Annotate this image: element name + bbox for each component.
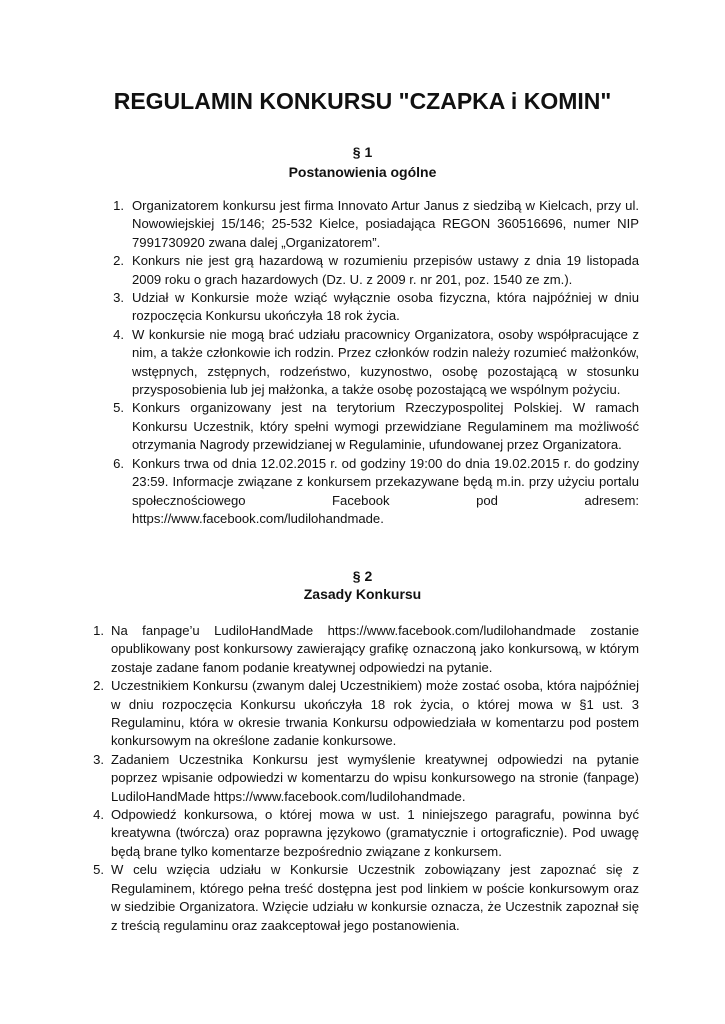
list-item-text: Konkurs nie jest grą hazardową w rozumieniu przepisów ustawy z dnia 19 listopada 2009 roku o grach hazardowych (Dz. U. z 2009 r. nr 201, poz. 1540 ze zm.).: [132, 253, 639, 287]
list-item-number: 5.: [113, 400, 124, 416]
section-1-number: § 1: [352, 144, 373, 160]
list-item: [107, 455, 639, 529]
list-item: [87, 861, 639, 935]
list-item: [107, 197, 639, 252]
list-item-text: Konkurs organizowany jest na terytorium Rzeczypospolitej Polskiej. W ramach Konkursu Uczestnik, który spełni wymogi przewidziane Regulaminem ma możliwość otrzymania Nagrody przewidzianej w Regulaminie, ufundowanej przez Organizatora.: [132, 400, 639, 453]
list-item-text: W konkursie nie mogą brać udziału pracownicy Organizatora, osoby współpracujące z nim, a także członkowie ich rodzin. Przez członków rodzin należy rozumieć małżonków, wstępnych, zstępnych, rodzeństwo, kuzynostwo, osobę pozostającą w stosunku przysposobienia lub jej małżonka, a także osobę pozostającą we wspólnym pożyciu.: [132, 326, 639, 398]
list-item-number: 5.: [93, 862, 104, 878]
list-item: [107, 326, 639, 400]
list-item-text: Odpowiedź konkursowa, o której mowa w ust. 1 niniejszego paragrafu, powinna być kreatywna (twórcza) oraz poprawna językowo (gramatycznie i ortograficznie). Pod uwagę będą brane tylko komentarze bezpośrednio związane z konkursem.: [111, 807, 639, 859]
list-item-number: 3.: [113, 290, 124, 306]
document-title: REGULAMIN KONKURSU "CZAPKA i KOMIN": [113, 88, 612, 114]
list-item: [87, 806, 639, 861]
section-1-list: [107, 197, 639, 528]
list-item: [87, 677, 639, 751]
list-item-number: 4.: [93, 807, 104, 823]
list-item-text: Na fanpage’u LudiloHandMade https://www.facebook.com/ludilohandmade zostanie opublikowany post konkursowy zawierający grafikę oznaczoną jako konkursową, w którym zostaje zadane fanom podanie kreatywnej odpowiedzi na pytanie.: [111, 623, 639, 675]
list-item: [87, 751, 639, 806]
list-item-number: 6.: [113, 455, 124, 471]
list-item-text: W celu wzięcia udziału w Konkursie Uczestnik zobowiązany jest zapoznać się z Regulaminem, którego pełna treść dostępna jest pod linkiem w poście konkursowym oraz w siedzibie Organizatora. Wzięcie udziału w konkursie oznacza, że Uczestnik zapoznał się z treścią regulaminu oraz zaakceptował jego postanowienia.: [111, 862, 639, 933]
section-2-list: [87, 622, 639, 935]
list-item-text: Udział w Konkursie może wziąć wyłącznie osoba fizyczna, która najpóźniej w dniu rozpoczęcia Konkursu ukończyła 18 rok życia.: [132, 290, 639, 324]
list-item: [107, 252, 639, 289]
list-item: [87, 622, 639, 677]
list-item-text: Zadaniem Uczestnika Konkursu jest wymyślenie kreatywnej odpowiedzi na pytanie poprzez wpisanie odpowiedzi w komentarzu do wpisu konkursowego na stronie (fanpage) LudiloHandMade https://www.facebook.com/ludilohandmade.: [111, 751, 639, 804]
list-item: [107, 289, 639, 326]
list-item-text: Organizatorem konkursu jest firma Innovato Artur Janus z siedzibą w Kielcach, przy ul. Nowowiejskiej 15/146; 25-532 Kielce, posiadająca REGON 360516696, numer NIP 7991730920 zwana dalej „Organizatorem”.: [132, 198, 639, 250]
list-item-number: 2.: [93, 678, 104, 694]
section-2-number: § 2: [352, 568, 373, 584]
list-item: [107, 399, 639, 454]
list-item-number: 1.: [113, 198, 124, 213]
list-item-number: 1.: [93, 623, 104, 638]
section-2-heading: Zasady Konkursu: [303, 586, 422, 602]
list-item-text: Uczestnikiem Konkursu (zwanym dalej Uczestnikiem) może zostać osoba, która najpóźniej w dniu rozpoczęcia Konkursu ukończyła 18 rok życia, o której mowa w §1 ust. 3 Regulaminu, która w okresie trwania Konkursu odpowiedziała w komentarzu pod postem konkursowym na określone zadanie konkursowe.: [111, 678, 639, 749]
list-item-number: 2.: [113, 253, 124, 269]
list-item-text: Konkurs trwa od dnia 12.02.2015 r. od godziny 19:00 do dnia 19.02.2015 r. do godziny 23:59. Informacje związane z konkursem przekazywane będą m.in. przy użyciu portalu społecznościowego Facebook pod adresem: https://www.facebook.com/ludilohandmade.: [132, 455, 639, 526]
list-item-number: 3.: [93, 751, 104, 767]
section-1-heading: Postanowienia ogólne: [288, 164, 437, 180]
list-item-number: 4.: [113, 326, 124, 342]
